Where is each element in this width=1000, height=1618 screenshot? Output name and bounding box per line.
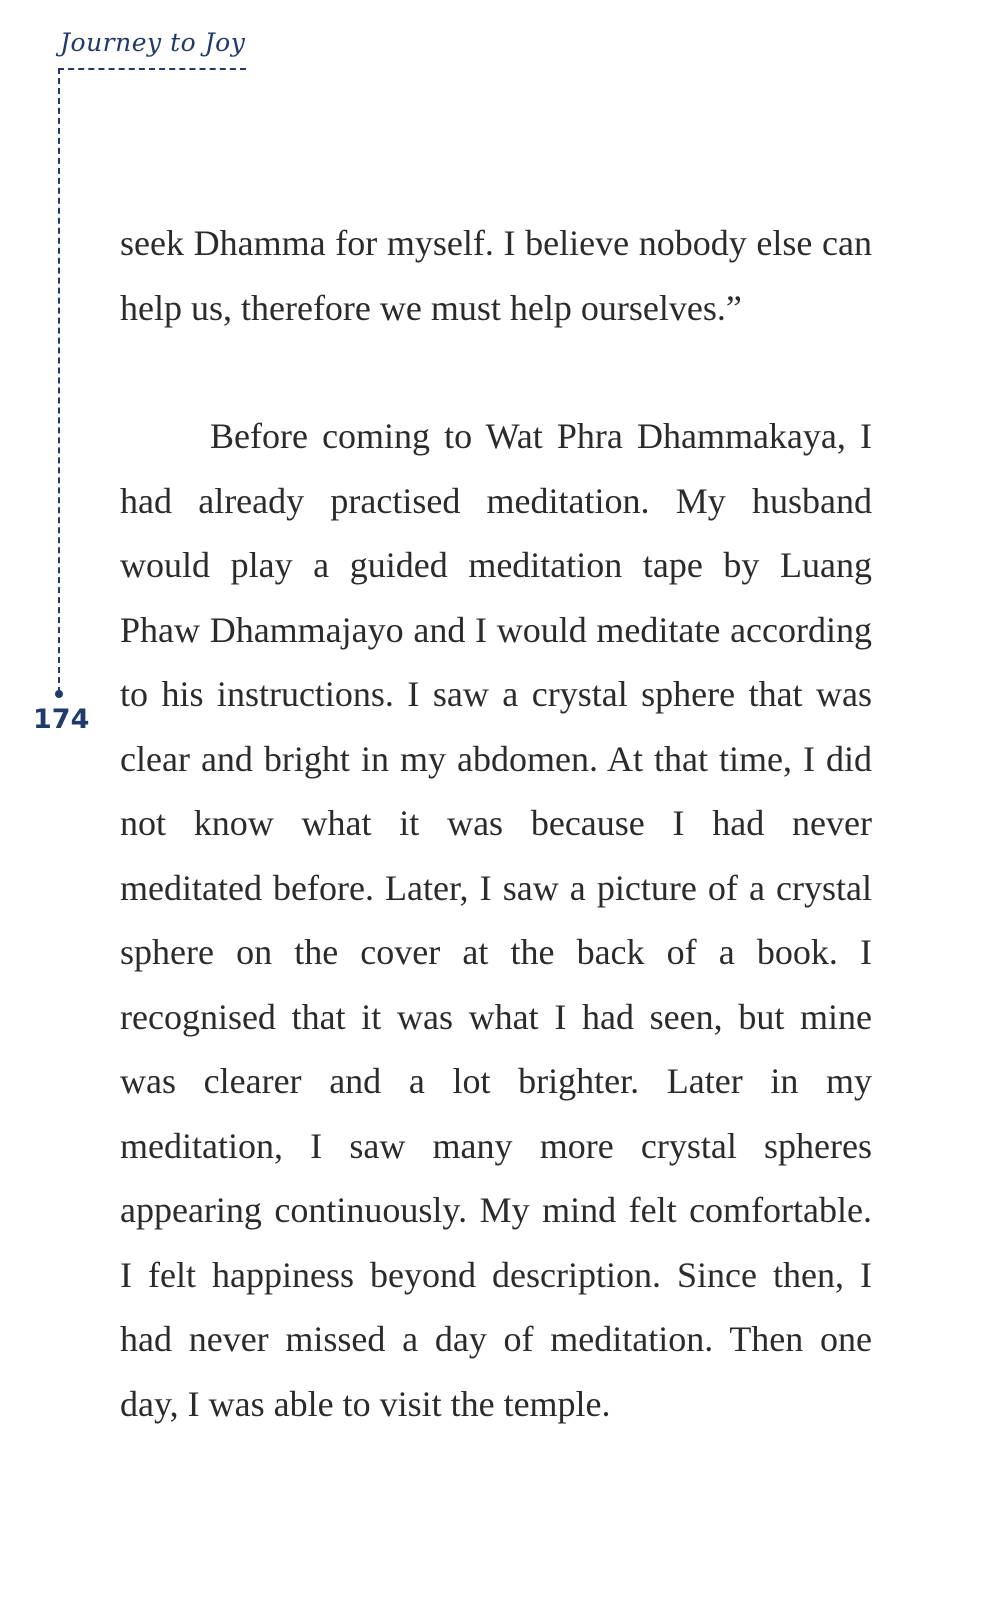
margin-dashed-rule [58,68,60,693]
body-paragraph-2: Before coming to Wat Phra Dhammakaya, I had already practised meditation. My husband would play a guided meditation tape by Luang Phaw Dhammajayo and I would meditate according to his instructions. I saw a crystal sphere that was clear and bright in my abdomen. At that time, I did not know what it was because I had never meditated before. Later, I saw a picture of a crystal sphere on the cover at the back of a book. I recognised that it was what I had seen, but mine was clearer and a lot brighter. Later in my meditation, I saw many more crystal spheres appearing continuously. My mind felt comfortable. I felt happiness beyond description. Since then, I had never missed a day of meditation. Then one day, I was able to visit the temple. [120,416,872,1424]
body-paragraph-1: seek Dhamma for myself. I believe nobody else can help us, therefore we must help ourselves.” [120,223,872,328]
running-head: Journey to Joy [60,28,246,57]
margin-rule-dot [55,690,63,698]
header-dashed-rule [58,68,246,70]
page-number: 174 [33,704,90,735]
